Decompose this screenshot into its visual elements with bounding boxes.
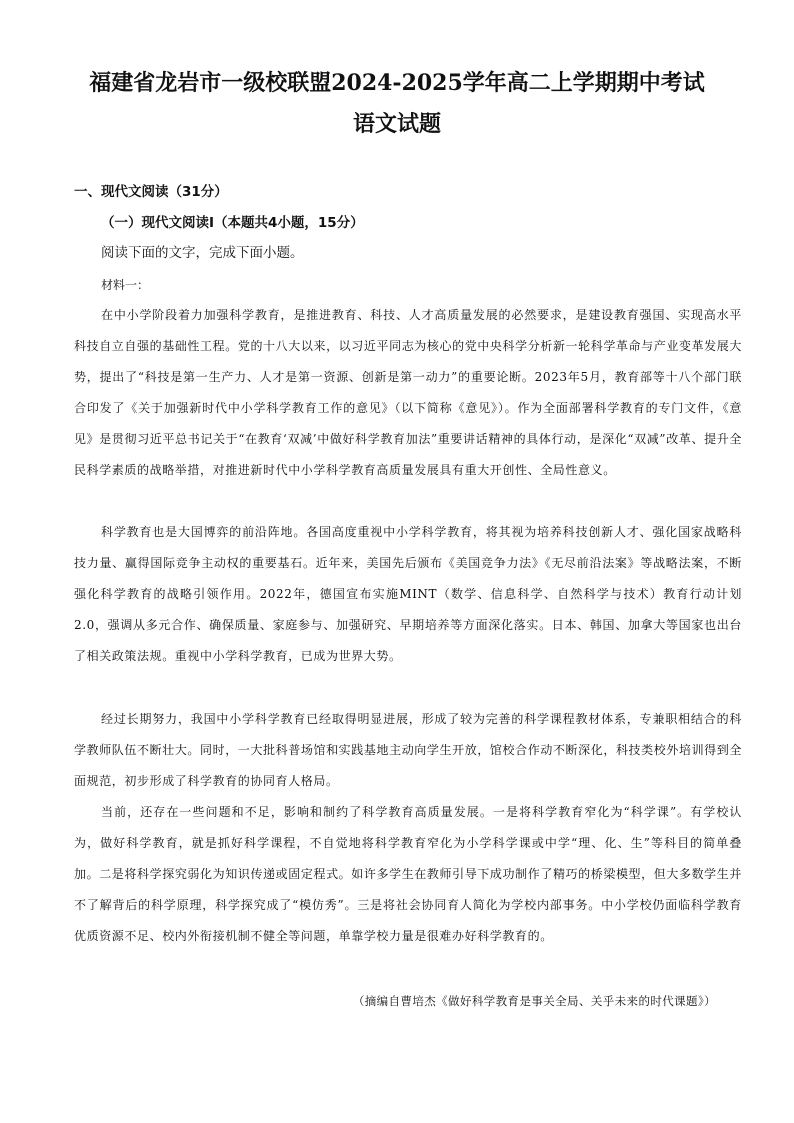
reading-instruction: 阅读下面的文字，完成下面小题。 bbox=[101, 245, 304, 261]
paragraph-4: 当前，还存在一些问题和不足，影响和制约了科学教育高质量发展。一是将科学教育窄化为“科学课”。有学校认为，做好科学教育，就是抓好科学课程，不自觉地将科学教育窄化为小学科学课或中学“理、化、生”等科目的简单叠加。二是将科学探究弱化为知识传递或固定程式。如许多学生在教师引导下成功制作了精巧的桥梁模型，但大多数学生并不了解背后的科学原理，科学探究成了“模仿秀”。三是将社会协同育人简化为学校内部事务。中小学校仍面临科学教育优质资源不足、校内外衔接机制不健全等问题，单靠学校力量是很难办好科学教育的。 bbox=[74, 805, 742, 943]
section-heading: 一、现代文阅读（31分） bbox=[74, 184, 228, 200]
subsection-heading: （一）现代文阅读Ⅰ（本题共4小题，15分） bbox=[101, 215, 364, 231]
paragraph-2: 科学教育也是大国博弈的前沿阵地。各国高度重视中小学科学教育，将其视为培养科技创新人才、强化国家战略科技力量、赢得国际竞争主动权的重要基石。近年来，美国先后颁布《美国竞争力法》《无尽前沿法案》等战略法案，不断强化科学教育的战略引领作用。2022年，德国宣布实施MINT（数学、信息科学、自然科学与技术）教育行动计划2.0，强调从多元合作、确保质量、家庭参与、加强研究、早期培养等方面深化落实。日本、韩国、加拿大等国家也出台了相关政策法规。重视中小学科学教育，已成为世界大势。 bbox=[74, 525, 742, 663]
paragraph-3: 经过长期努力，我国中小学科学教育已经取得明显进展，形成了较为完善的科学课程教材体系，专兼职相结合的科学教师队伍不断壮大。同时，一大批科普场馆和实践基地主动向学生开放，馆校合作动不断深化，科技类校外培训得到全面规范，初步形成了科学教育的协同育人格局。 bbox=[74, 712, 742, 788]
source-citation: （摘编自曹培杰《做好科学教育是事关全局、关乎未来的时代课题》） bbox=[352, 994, 716, 1008]
exam-title: 福建省龙岩市一级校联盟2024-2025学年高二上学期期中考试 bbox=[89, 70, 705, 96]
material-label: 材料一： bbox=[101, 278, 150, 292]
paragraph-1: 在中小学阶段着力加强科学教育，是推进教育、科技、人才高质量发展的必然要求，是建设教育强国、实现高水平科技自立自强的基础性工程。党的十八大以来，以习近平同志为核心的党中央科学分析新一轮科学革命与产业变革发展大势，提出了“科技是第一生产力、人才是第一资源、创新是第一动力”的重要论断。2023年5月，教育部等十八个部门联合印发了《关于加强新时代中小学科学教育工作的意见》（以下简称《意见》）。作为全面部署科学教育的专门文件，《意见》是贯彻习近平总书记关于“在教育‘双减’中做好科学教育加法”重要讲话精神的具体行动，是深化“双减”改革、提升全民科学素质的战略举措，对推进新时代中小学科学教育高质量发展具有重大开创性、全局性意义。 bbox=[74, 308, 742, 477]
exam-subject-title: 语文试题 bbox=[352, 111, 441, 137]
